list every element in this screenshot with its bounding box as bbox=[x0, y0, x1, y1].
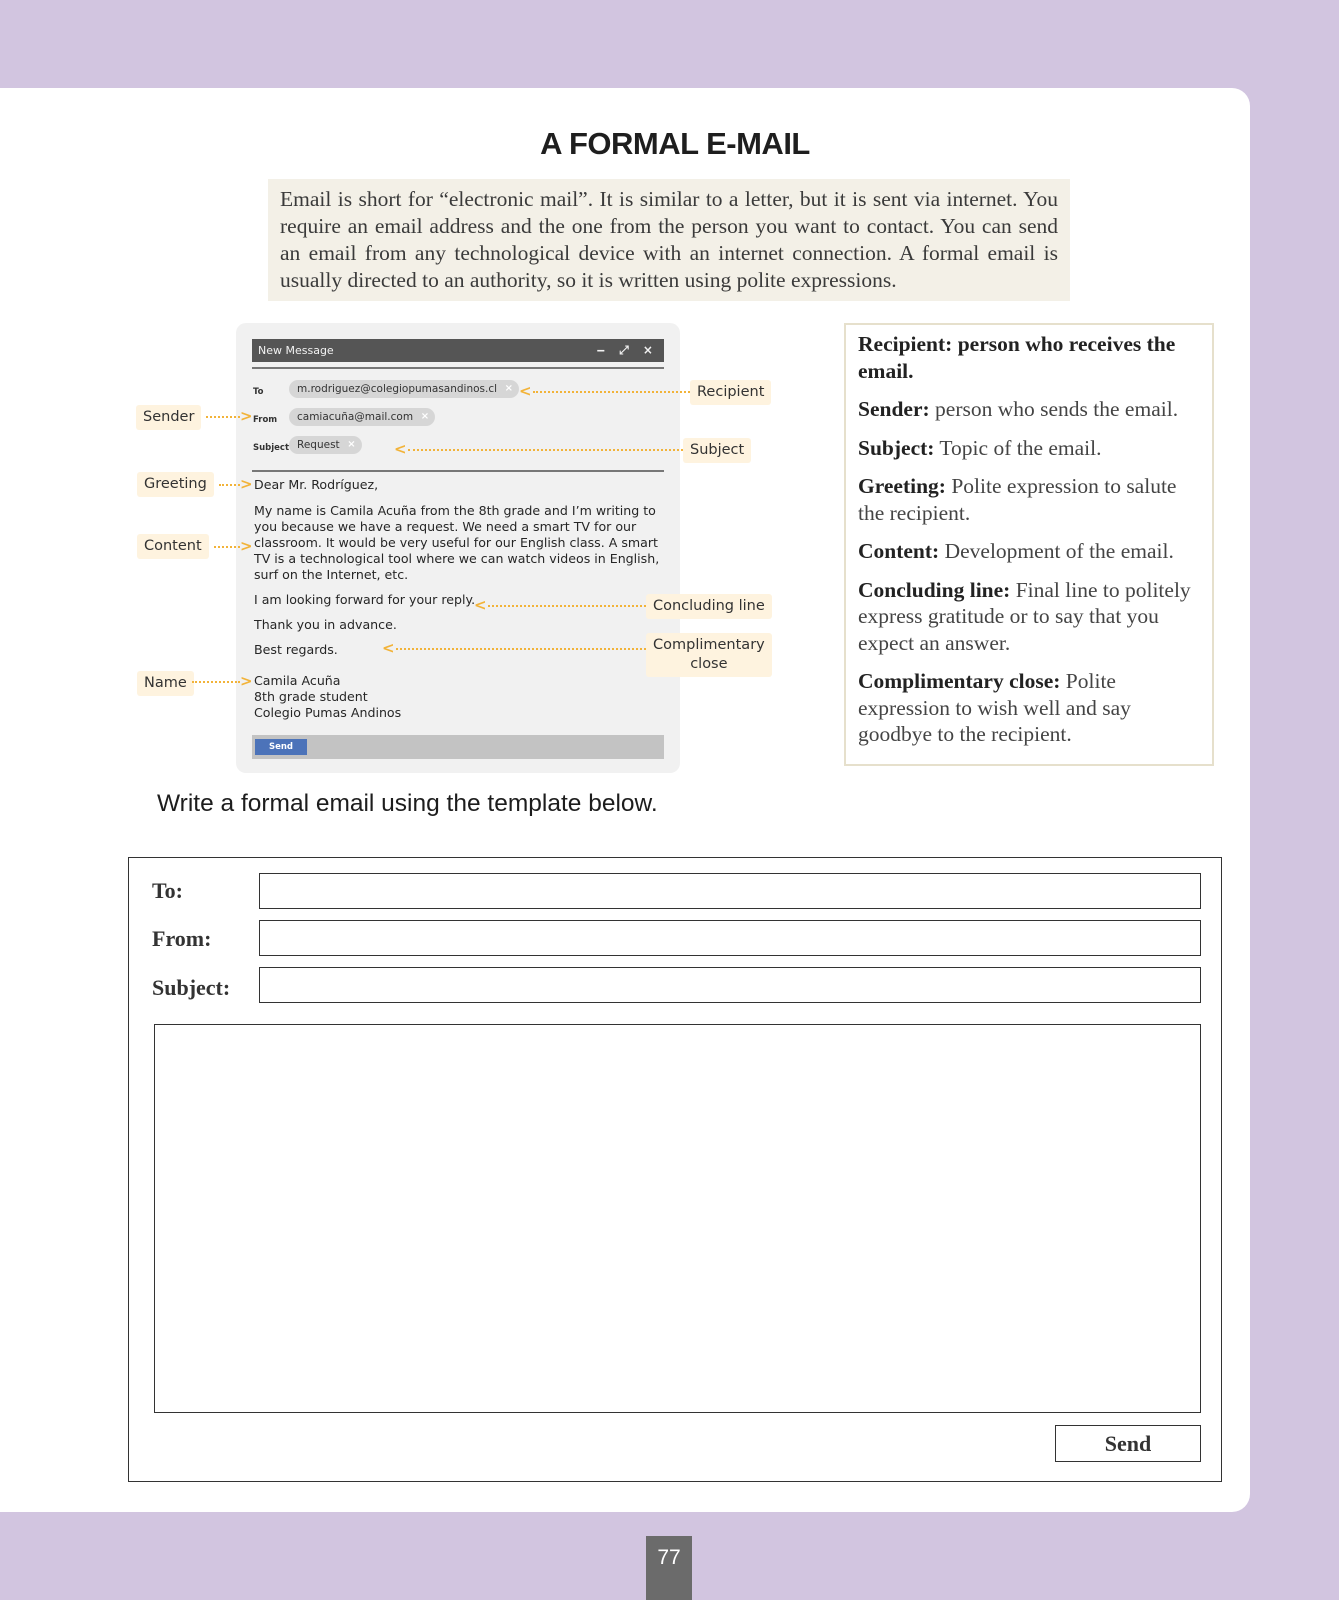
definition-text: Polite expression to salute the recipient. bbox=[858, 474, 1177, 525]
to-chip bbox=[289, 380, 519, 398]
to-address: m.rodriguez@colegiopumasandinos.cl bbox=[297, 383, 498, 395]
definition-term: Recipient: person who receives the email. bbox=[858, 332, 1176, 383]
definition-term: Subject: bbox=[858, 435, 935, 460]
subject-field[interactable] bbox=[259, 967, 1201, 1003]
content-line: My name is Camila Acuña from the 8th grade and I’m writing to bbox=[254, 503, 656, 518]
send-button[interactable]: Send bbox=[1055, 1425, 1201, 1462]
callout-name: Name bbox=[137, 671, 194, 696]
definition-text: person who sends the email. bbox=[929, 397, 1179, 421]
content-text bbox=[254, 503, 659, 583]
concluding-text: I am looking forward for your reply. bbox=[254, 592, 476, 607]
closing-text: Best regards. bbox=[254, 642, 338, 657]
window-title-bar bbox=[252, 339, 664, 362]
signature-line: 8th grade student bbox=[254, 689, 368, 704]
callout-greeting: Greeting bbox=[137, 472, 214, 497]
from-chip bbox=[289, 408, 435, 426]
callout-connector bbox=[488, 605, 646, 607]
callout-connector bbox=[192, 681, 240, 683]
message-body-textarea[interactable] bbox=[154, 1024, 1201, 1413]
callout-complimentary-close bbox=[646, 633, 772, 677]
greeting-text: Dear Mr. Rodríguez, bbox=[254, 477, 379, 492]
definition-greeting bbox=[858, 473, 1200, 526]
callout-sender: Sender bbox=[136, 405, 201, 430]
close-icon: × bbox=[504, 383, 514, 394]
window-controls-icon: ‒ ⤢ × bbox=[596, 343, 658, 357]
to-label: To bbox=[253, 387, 264, 397]
callout-line: close bbox=[690, 656, 728, 672]
email-template-form bbox=[128, 857, 1222, 1482]
thanks-text: Thank you in advance. bbox=[254, 617, 397, 632]
definition-sender bbox=[858, 396, 1200, 423]
definition-text: Final line to politely express gratitude or to say that you expect an answer. bbox=[858, 577, 1191, 655]
callout-subject: Subject bbox=[683, 438, 751, 463]
callout-content: Content bbox=[137, 534, 209, 559]
from-label: From bbox=[253, 415, 278, 425]
content-line: classroom. It would be very useful for our English class. A smart bbox=[254, 535, 658, 550]
to-field[interactable] bbox=[259, 873, 1201, 909]
definition-term: Complimentary close: bbox=[858, 669, 1061, 693]
arrow-left-icon: < bbox=[382, 639, 395, 657]
subject-label: Subject bbox=[253, 443, 290, 453]
arrow-right-icon: > bbox=[240, 407, 253, 425]
definition-text: Polite expression to wish well and say goodbye to the recipient. bbox=[858, 669, 1131, 746]
definition-concluding-line bbox=[858, 577, 1200, 657]
signature bbox=[254, 673, 401, 721]
close-icon: × bbox=[347, 439, 356, 450]
definitions-box bbox=[844, 323, 1214, 766]
window-title: New Message bbox=[258, 344, 334, 357]
definition-term: Greeting: bbox=[858, 474, 946, 498]
subject-chip bbox=[289, 436, 362, 454]
from-field-label: From: bbox=[152, 926, 212, 951]
page-number: 77 bbox=[646, 1536, 692, 1600]
subject-field-label: Subject: bbox=[152, 975, 231, 1000]
callout-connector bbox=[206, 416, 240, 418]
content-line: TV is a technological tool where we can watch videos in English, bbox=[254, 551, 660, 566]
arrow-left-icon: < bbox=[519, 382, 532, 400]
callout-connector bbox=[214, 546, 240, 548]
definition-complimentary-close bbox=[858, 668, 1200, 748]
divider bbox=[252, 470, 664, 472]
definition-subject bbox=[858, 435, 1200, 462]
page-title: A FORMAL E-MAIL bbox=[540, 126, 810, 161]
intro-paragraph: Email is short for “electronic mail”. It is similar to a letter, but it is sent via internet. You require an email address and the one from the person you want to contact. You can send an email from any technological device with an internet connection. A formal email is usually directed to an authority, so it is written using polite expressions. bbox=[268, 179, 1070, 301]
arrow-left-icon: < bbox=[394, 440, 407, 458]
callout-line: Complimentary bbox=[653, 637, 765, 653]
callout-recipient: Recipient bbox=[690, 380, 771, 405]
definition-text: Development of the email. bbox=[939, 539, 1174, 563]
subject-value: Request bbox=[297, 439, 340, 451]
sample-send-button: Send bbox=[255, 739, 307, 755]
divider bbox=[252, 367, 664, 369]
arrow-left-icon: < bbox=[474, 596, 487, 614]
definition-term: Concluding line: bbox=[858, 577, 1011, 602]
callout-connector bbox=[219, 484, 240, 486]
signature-line: Colegio Pumas Andinos bbox=[254, 705, 402, 720]
callout-connector bbox=[533, 391, 690, 393]
callout-connector bbox=[396, 648, 646, 650]
send-bar bbox=[252, 735, 664, 759]
definition-term: Sender: bbox=[858, 397, 930, 421]
content-line: surf on the Internet, etc. bbox=[254, 567, 409, 582]
signature-line: Camila Acuña bbox=[254, 673, 341, 688]
content-line: you because we have a request. We need a smart TV for our bbox=[254, 519, 637, 534]
from-address: camiacuña@mail.com bbox=[297, 411, 414, 423]
definition-content bbox=[858, 538, 1200, 565]
callout-concluding-line: Concluding line bbox=[646, 594, 772, 619]
definition-text: Topic of the email. bbox=[934, 435, 1102, 460]
from-field[interactable] bbox=[259, 920, 1201, 956]
to-field-label: To: bbox=[152, 878, 183, 903]
close-icon: × bbox=[420, 411, 430, 422]
arrow-right-icon: > bbox=[240, 537, 253, 555]
arrow-right-icon: > bbox=[240, 672, 253, 690]
definition-term: Content: bbox=[858, 539, 940, 563]
definition-recipient bbox=[858, 331, 1200, 384]
callout-connector bbox=[408, 449, 683, 451]
instruction-text: Write a formal email using the template below. bbox=[157, 790, 658, 817]
arrow-right-icon: > bbox=[240, 475, 253, 493]
